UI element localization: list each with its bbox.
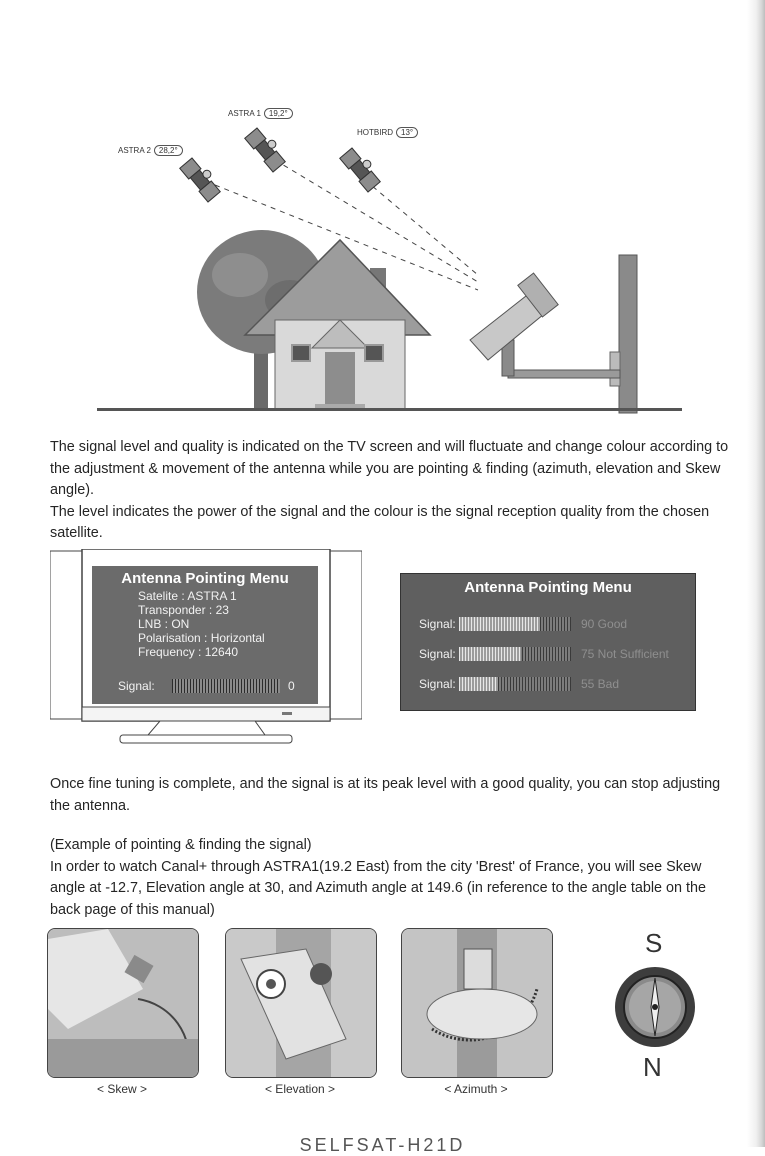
quality-row-bar-fill <box>459 677 498 691</box>
quality-row-label: Signal: <box>419 677 456 691</box>
fine-tuning-text <box>50 774 735 817</box>
tv-antenna-pointing-menu <box>92 566 318 704</box>
quality-row-label: Signal: <box>419 647 456 661</box>
tv-menu-signal-label: Signal: <box>118 679 155 693</box>
azimuth-photo <box>401 928 553 1078</box>
elevation-photo <box>225 928 377 1078</box>
signal-description <box>50 437 735 545</box>
compass-icon <box>614 966 696 1048</box>
quality-row-text: 55 Bad <box>581 677 620 691</box>
antenna-icon <box>470 255 637 413</box>
compass-south-label: S <box>645 928 663 958</box>
compass-north-label: N <box>643 1052 662 1082</box>
quality-row-label: Signal: <box>419 617 456 631</box>
quality-row-bar-fill <box>459 617 540 631</box>
level-indicates-paragraph: The level indicates the power of the signal and the colour is the signal reception quality from the chosen satellite. <box>50 503 710 541</box>
footer-model: SELFSAT-H21D <box>299 1135 466 1155</box>
tv-menu-polarisation: Polarisation : Horizontal <box>138 631 265 645</box>
example-text <box>50 835 735 921</box>
tv-menu-transponder: Transponder : 23 <box>138 603 229 617</box>
signal-level-paragraph: The signal level and quality is indicated on the TV screen and will fluctuate and change colour according to the adjustment & movement of the antenna while you are pointing & finding (azimuth, elevation and Skew angle). <box>50 439 729 498</box>
quality-row-text: 90 Good <box>581 617 628 631</box>
quality-row-bar <box>459 647 571 661</box>
tv-menu-lnb: LNB : ON <box>138 617 190 631</box>
skew-caption: < Skew > <box>96 1082 148 1096</box>
signal-quality-menu <box>400 573 696 711</box>
tv-menu-satellite: Satelite : ASTRA 1 <box>138 589 237 603</box>
tv-menu-frequency: Frequency : 12640 <box>138 645 239 659</box>
quality-row-bar <box>459 617 571 631</box>
satellite-label-astra2: ASTRA 2 28,2° <box>118 145 183 156</box>
example-body: In order to watch Canal+ through ASTRA1(19.2 East) from the city 'Brest' of France, you will see Skew angle at -12.7, Elevation angle at 30, and Azimuth angle at 149.6 (in reference to the angle table on the back page of this manual) <box>50 858 707 918</box>
quality-row-text: 75 Not Sufficient <box>581 647 669 661</box>
quality-menu-title: Antenna Pointing Menu <box>464 579 632 596</box>
satellite-pointing-illustration <box>0 0 765 420</box>
tv-menu-title: Antenna Pointing Menu <box>121 570 289 587</box>
example-title: (Example of pointing & finding the signal) <box>50 837 312 853</box>
elevation-caption: < Elevation > <box>264 1082 336 1096</box>
satellite-label-astra1: ASTRA 1 19,2° <box>228 108 293 119</box>
fine-tuning-paragraph: Once fine tuning is complete, and the signal is at its peak level with a good quality, you can stop adjusting the antenna. <box>50 776 721 814</box>
tv-menu-signal-bar <box>172 679 280 693</box>
satellite-label-hotbird: HOTBIRD 13° <box>357 127 418 138</box>
tv-illustration <box>50 549 362 745</box>
azimuth-caption: < Azimuth > <box>444 1082 508 1096</box>
quality-row-bar <box>459 677 571 691</box>
tv-menu-signal-value: 0 <box>288 679 295 693</box>
quality-row-bar-fill <box>459 647 521 661</box>
satellite-icons <box>180 125 384 202</box>
skew-photo <box>47 928 199 1078</box>
